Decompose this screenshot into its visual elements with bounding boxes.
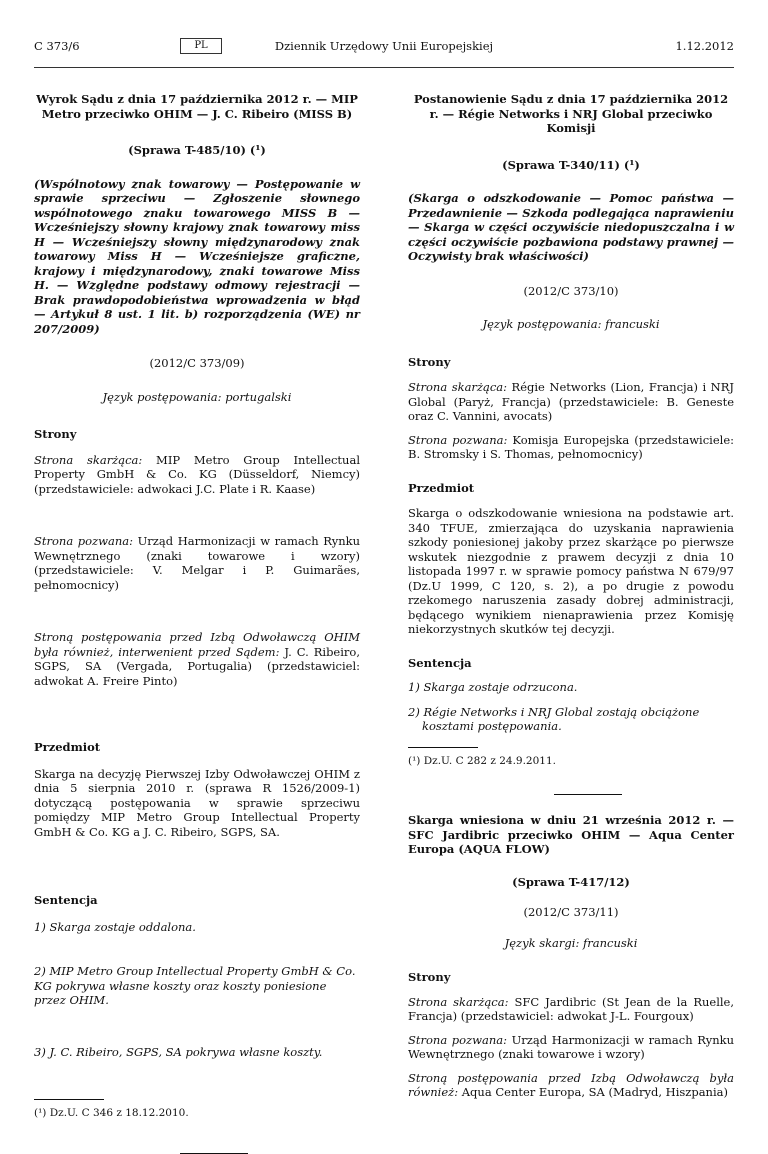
procedure-language: Język postępowania: portugalski: [102, 389, 292, 404]
case-summary: (Skarga o odszkodowanie — Pomoc państwa — Przedawnienie — Szkoda podlegająca naprawieniu — Skarga w części oczywiście niedopuszczalna i w części oczywiście pozbawiona podstawy prawnej — Oczywisty brak właściwości): [408, 191, 734, 263]
intervener-paragraph: [34, 630, 360, 688]
subject-heading: Przedmiot: [34, 740, 101, 754]
action-title: Skarga wniesiona w dniu 21 września 2012 r. — SFC Jardibric przeciwko OHIM — Aqua Center Europa (AQUA FLOW): [408, 813, 734, 856]
applicant-text: Régie Networks (Lion, Francja) i NRJ Global (Paryż, Francja) (przedstawiciele: B. Geneste oraz C. Vannini, avocats): [408, 380, 734, 423]
subject-text: Skarga na decyzję Pierwszej Izby Odwoławczej OHIM z dnia 5 sierpnia 2010 r. (sprawa R 1526/2009-1) dotyczącą postępowania w sprawie sprzeciwu pomiędzy MIP Metro Group Intellectual Property GmbH & Co. KG a J. C. Ribeiro, SGPS, SA.: [34, 766, 360, 839]
order-title: Postanowienie Sądu z dnia 17 października 2012 r. — Régie Networks i NRJ Global przeciwko Komisji: [413, 92, 729, 135]
subject-heading: Przedmiot: [408, 480, 475, 495]
applicant-paragraph-2: [408, 995, 734, 1024]
intervener-paragraph-2: [408, 1071, 734, 1100]
journal-title: Dziennik Urzędowy Unii Europejskiej: [274, 39, 494, 53]
ruling-item: 2) MIP Metro Group Intellectual Property GmbH & Co. KG pokrywa własne koszty oraz koszty poniesione przez OHIM.: [34, 964, 356, 1007]
language-box: PL: [180, 38, 222, 54]
applicant-paragraph: [408, 380, 734, 424]
defendant-label: Strona pozwana:: [408, 1032, 507, 1047]
footnote-rule: [34, 1099, 104, 1100]
document-number: (2012/C 373/09): [149, 356, 245, 370]
subject-text: Skarga o odszkodowanie wniesiona na podstawie art. 340 TFUE, zmierzająca do uzyskania naprawienia szkody poniesionej jakoby przez skarżące po pierwsze wskutek niezgodnie z prawem decyzji z dnia 10 listopada 1997 r. w sprawie pomocy państwa N 679/97 (Dz.U 1999, C 120, s. 2), a po drugie z powodu rzekomego naruszenia zasady dobrej administracji, będącego wynikiem nienaprawienia przez Komisję niekorzystnych skutków tej decyzji.: [408, 506, 734, 636]
footnote-rule: [408, 747, 478, 748]
ruling-heading: Sentencja: [34, 893, 98, 907]
applicant-label: Strona skarżąca:: [408, 994, 509, 1009]
parties-heading-2: Strony: [408, 970, 451, 984]
document-number-2: (2012/C 373/11): [523, 905, 619, 919]
section-rule: [554, 794, 622, 795]
defendant-label: Strona pozwana:: [408, 432, 508, 447]
applicant-text: MIP Metro Group Intellectual Property GmbH & Co. KG (Düsseldorf, Niemcy) (przedstawiciele: adwokaci J.C. Plate i R. Kaase): [34, 452, 360, 496]
journal-issue: C 373/6: [34, 39, 80, 53]
defendant-text: Komisja Europejska (przedstawiciele: B. Stromsky i S. Thomas, pełnomocnicy): [408, 432, 734, 461]
end-rule: [180, 1153, 248, 1154]
applicant-label: Strona skarżąca:: [34, 452, 143, 467]
defendant-text: Urząd Harmonizacji w ramach Rynku Wewnętrznego (znaki towarowe i wzory): [408, 1032, 734, 1061]
footnote: (¹) Dz.U. C 346 z 18.12.2010.: [34, 1107, 189, 1119]
ruling-item: 1) Skarga zostaje odrzucona.: [408, 680, 578, 694]
intervener-label: Stroną postępowania przed Izbą Odwoławczą była również:: [408, 1070, 734, 1099]
page-header: [34, 19, 734, 53]
applicant-text: SFC Jardibric (St Jean de la Ruelle, Francja) (przedstawiciel: adwokat J-L. Fourgoux): [408, 994, 735, 1023]
parties-heading: Strony: [34, 427, 77, 441]
procedure-language: Język postępowania: francuski: [482, 317, 660, 331]
header-rule: [34, 67, 734, 68]
ruling-heading: Sentencja: [408, 655, 472, 670]
defendant-paragraph-2: [408, 1033, 734, 1062]
left-column: [34, 92, 360, 1154]
defendant-paragraph: [34, 534, 360, 592]
intervener-text: J. C. Ribeiro, SGPS, SA (Vergada, Portugalia) (przedstawiciel: adwokat A. Freire Pinto): [34, 644, 360, 688]
defendant-label: Strona pozwana:: [34, 534, 133, 548]
ruling-item: 3) J. C. Ribeiro, SGPS, SA pokrywa własne koszty.: [34, 1044, 323, 1059]
case-reference-2: (Sprawa T-417/12): [512, 874, 630, 889]
publication-date: 1.12.2012: [675, 39, 734, 53]
application-language: Język skargi: francuski: [504, 935, 638, 950]
defendant-text: Urząd Harmonizacji w ramach Rynku Wewnętrznego (znaki towarowe i wzory) (przedstawiciele: V. Melgar i P. Guimarães, pełnomocnicy): [34, 534, 360, 592]
parties-heading: Strony: [408, 354, 451, 369]
judgment-title: Wyrok Sądu z dnia 17 października 2012 r. — MIP Metro przeciwko OHIM — J. C. Ribeiro (MISS B): [36, 92, 358, 121]
applicant-paragraph: [34, 453, 360, 497]
case-reference: (Sprawa T-485/10) (¹): [128, 143, 266, 157]
applicant-label: Strona skarżąca:: [408, 380, 508, 394]
document-number: (2012/C 373/10): [523, 283, 619, 298]
footnote: (¹) Dz.U. C 282 z 24.9.2011.: [408, 754, 556, 767]
right-column: [408, 92, 734, 1100]
ruling-item: 1) Skarga zostaje oddalona.: [34, 919, 196, 934]
case-reference: (Sprawa T-340/11) (¹): [502, 157, 640, 172]
defendant-paragraph: [408, 433, 734, 462]
case-summary: (Wspólnotowy znak towarowy — Postępowanie w sprawie sprzeciwu — Zgłoszenie słownego wspólnotowego znaku towarowego MISS B — Wcześniejszy słowny krajowy znak towarowy miss H — Wcześniejszy słowny międzynarodowy znak towarowy Miss H — Wcześniejsze graficzne, krajowy i międzynarodowy, znaki towarowe Miss H. — Względne podstawy odmowy rejestracji — Brak prawdopodobieństwa wprowadzenia w błąd — Artykuł 8 ust. 1 lit. b) rozporządzenia (WE) nr 207/2009): [34, 176, 360, 336]
ruling-item: 2) Régie Networks i NRJ Global zostają obciążone kosztami postępowania.: [408, 704, 700, 733]
intervener-label: Stroną postępowania przed Izbą Odwoławczą OHIM była również, interwenient przed Sądem:: [34, 630, 360, 659]
intervener-text: Aqua Center Europa, SA (Madryd, Hiszpania): [458, 1085, 728, 1099]
